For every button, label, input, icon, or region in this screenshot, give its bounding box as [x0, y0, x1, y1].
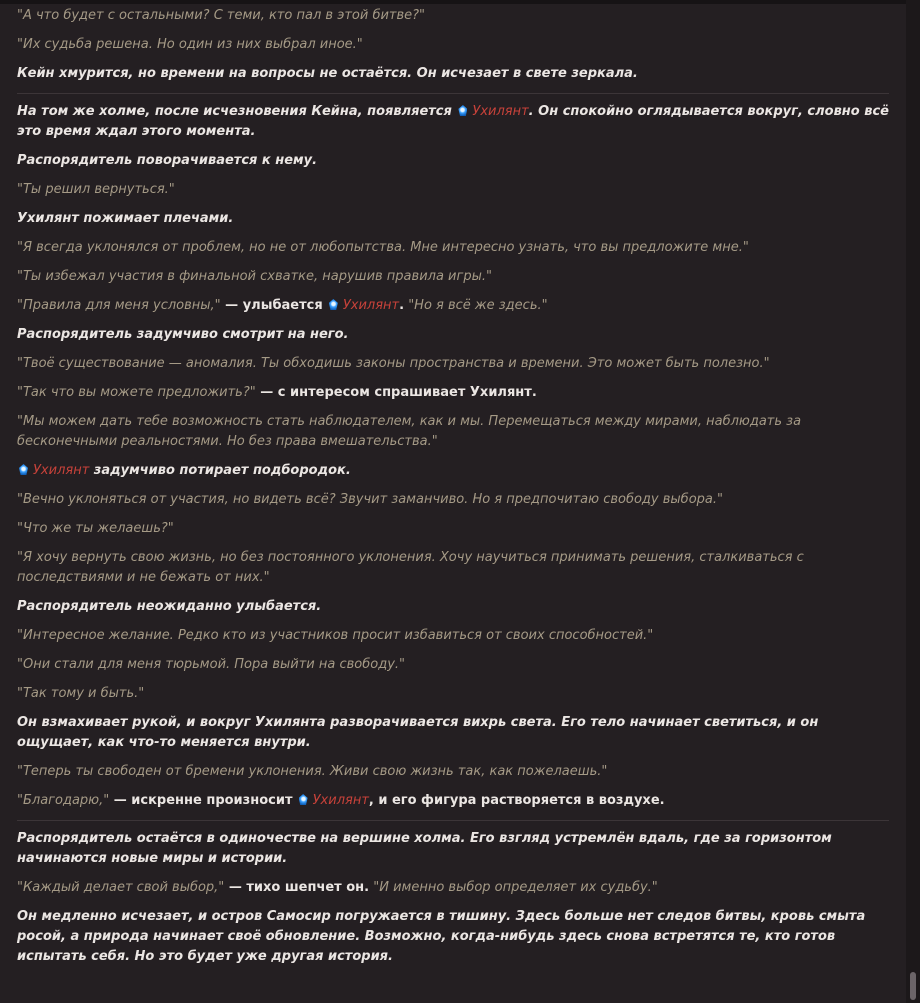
- message-19: "Интересное желание. Редко кто из участников просит избавиться от своих способностей.": [17, 628, 654, 643]
- character-name-link[interactable]: Ухилянт: [33, 463, 90, 478]
- message-10: Распорядитель задумчиво смотрит на него.: [17, 327, 349, 342]
- message-1: "Их судьба решена. Но один из них выбрал иное.": [17, 37, 363, 52]
- message-0: "А что будет с остальными? С теми, кто пал в этой битве?": [17, 8, 426, 23]
- character-name-link[interactable]: Ухилянт: [472, 104, 529, 119]
- message-4: Распорядитель поворачивается к нему.: [17, 153, 318, 168]
- gem-icon: [458, 105, 467, 116]
- message-6: Ухилянт пожимает плечами.: [17, 211, 234, 226]
- gem-icon: [19, 464, 28, 475]
- message-24: "Благодарю," — искренне произносит Ухилянт, и его фигура растворяется в воздухе.: [17, 793, 665, 808]
- message-27: Он медленно исчезает, и остров Самосир погружается в тишину. Здесь больше нет следов битвы, кровь смыта росой, а природа начинает своё обновление. Возможно, когда-нибудь здесь снова встретятся те, кто готов испытать себя. Но это будет уже другая история.: [17, 909, 866, 964]
- message-26: "Каждый делает свой выбор," — тихо шепчет он. "И именно выбор определяет их судьбу.": [17, 880, 658, 895]
- divider: [17, 820, 889, 821]
- message-15: "Вечно уклоняться от участия, но видеть всё? Звучит заманчиво. Но я предпочитаю свободу выбора.": [17, 492, 723, 507]
- character-name-link[interactable]: Ухилянт: [342, 298, 400, 313]
- message-13: "Мы можем дать тебе возможность стать наблюдателем, как и мы. Перемещаться между мирами, наблюдать за бесконечными реальностями. Но без права вмешательства.": [17, 414, 802, 449]
- message-8: "Ты избежал участия в финальной схватке, нарушив правила игры.": [17, 269, 492, 284]
- message-22: Он взмахивает рукой, и вокруг Ухилянта разворачивается вихрь света. Его тело начинает светиться, и он ощущает, как что-то меняется внутри.: [17, 715, 819, 750]
- chat-story-content: [17, 0, 889, 976]
- scrollbar-thumb[interactable]: [910, 972, 916, 1000]
- gem-icon: [329, 299, 338, 310]
- character-name-link[interactable]: Ухилянт: [312, 793, 369, 808]
- message-14: Ухилянт задумчиво потирает подбородок.: [17, 461, 889, 481]
- message-18: Распорядитель неожиданно улыбается.: [17, 599, 322, 614]
- message-20: "Они стали для меня тюрьмой. Пора выйти на свободу.": [17, 657, 406, 672]
- message-25: Распорядитель остаётся в одиночестве на вершине холма. Его взгляд устремлён вдаль, где за горизонтом начинаются новые миры и истории.: [17, 831, 832, 866]
- message-11: "Твоё существование — аномалия. Ты обходишь законы пространства и времени. Это может быть полезно.": [17, 356, 770, 371]
- message-2: Кейн хмурится, но времени на вопросы не остаётся. Он исчезает в свете зеркала.: [17, 66, 638, 81]
- message-12: "Так что вы можете предложить?" — с интересом спрашивает Ухилянт.: [17, 385, 537, 400]
- scrollbar[interactable]: [906, 0, 920, 1003]
- message-17: "Я хочу вернуть свою жизнь, но без постоянного уклонения. Хочу научиться принимать решения, сталкиваться с последствиями и не бежать от них.": [17, 550, 804, 585]
- message-3: На том же холме, после исчезновения Кейна, появляется Ухилянт. Он спокойно оглядывается вокруг, словно всё это время ждал этого момента.: [17, 104, 889, 139]
- message-7: "Я всегда уклонялся от проблем, но не от любопытства. Мне интересно узнать, что вы предложите мне.": [17, 240, 749, 255]
- message-16: "Что же ты желаешь?": [17, 521, 174, 536]
- message-21: "Так тому и быть.": [17, 686, 145, 701]
- gem-icon: [299, 794, 308, 805]
- message-9: "Правила для меня условны," — улыбается Ухилянт. "Но я всё же здесь.": [17, 298, 548, 313]
- message-23: "Теперь ты свободен от бремени уклонения. Живи свою жизнь так, как пожелаешь.": [17, 764, 608, 779]
- message-5: "Ты решил вернуться.": [17, 182, 175, 197]
- divider: [17, 93, 889, 94]
